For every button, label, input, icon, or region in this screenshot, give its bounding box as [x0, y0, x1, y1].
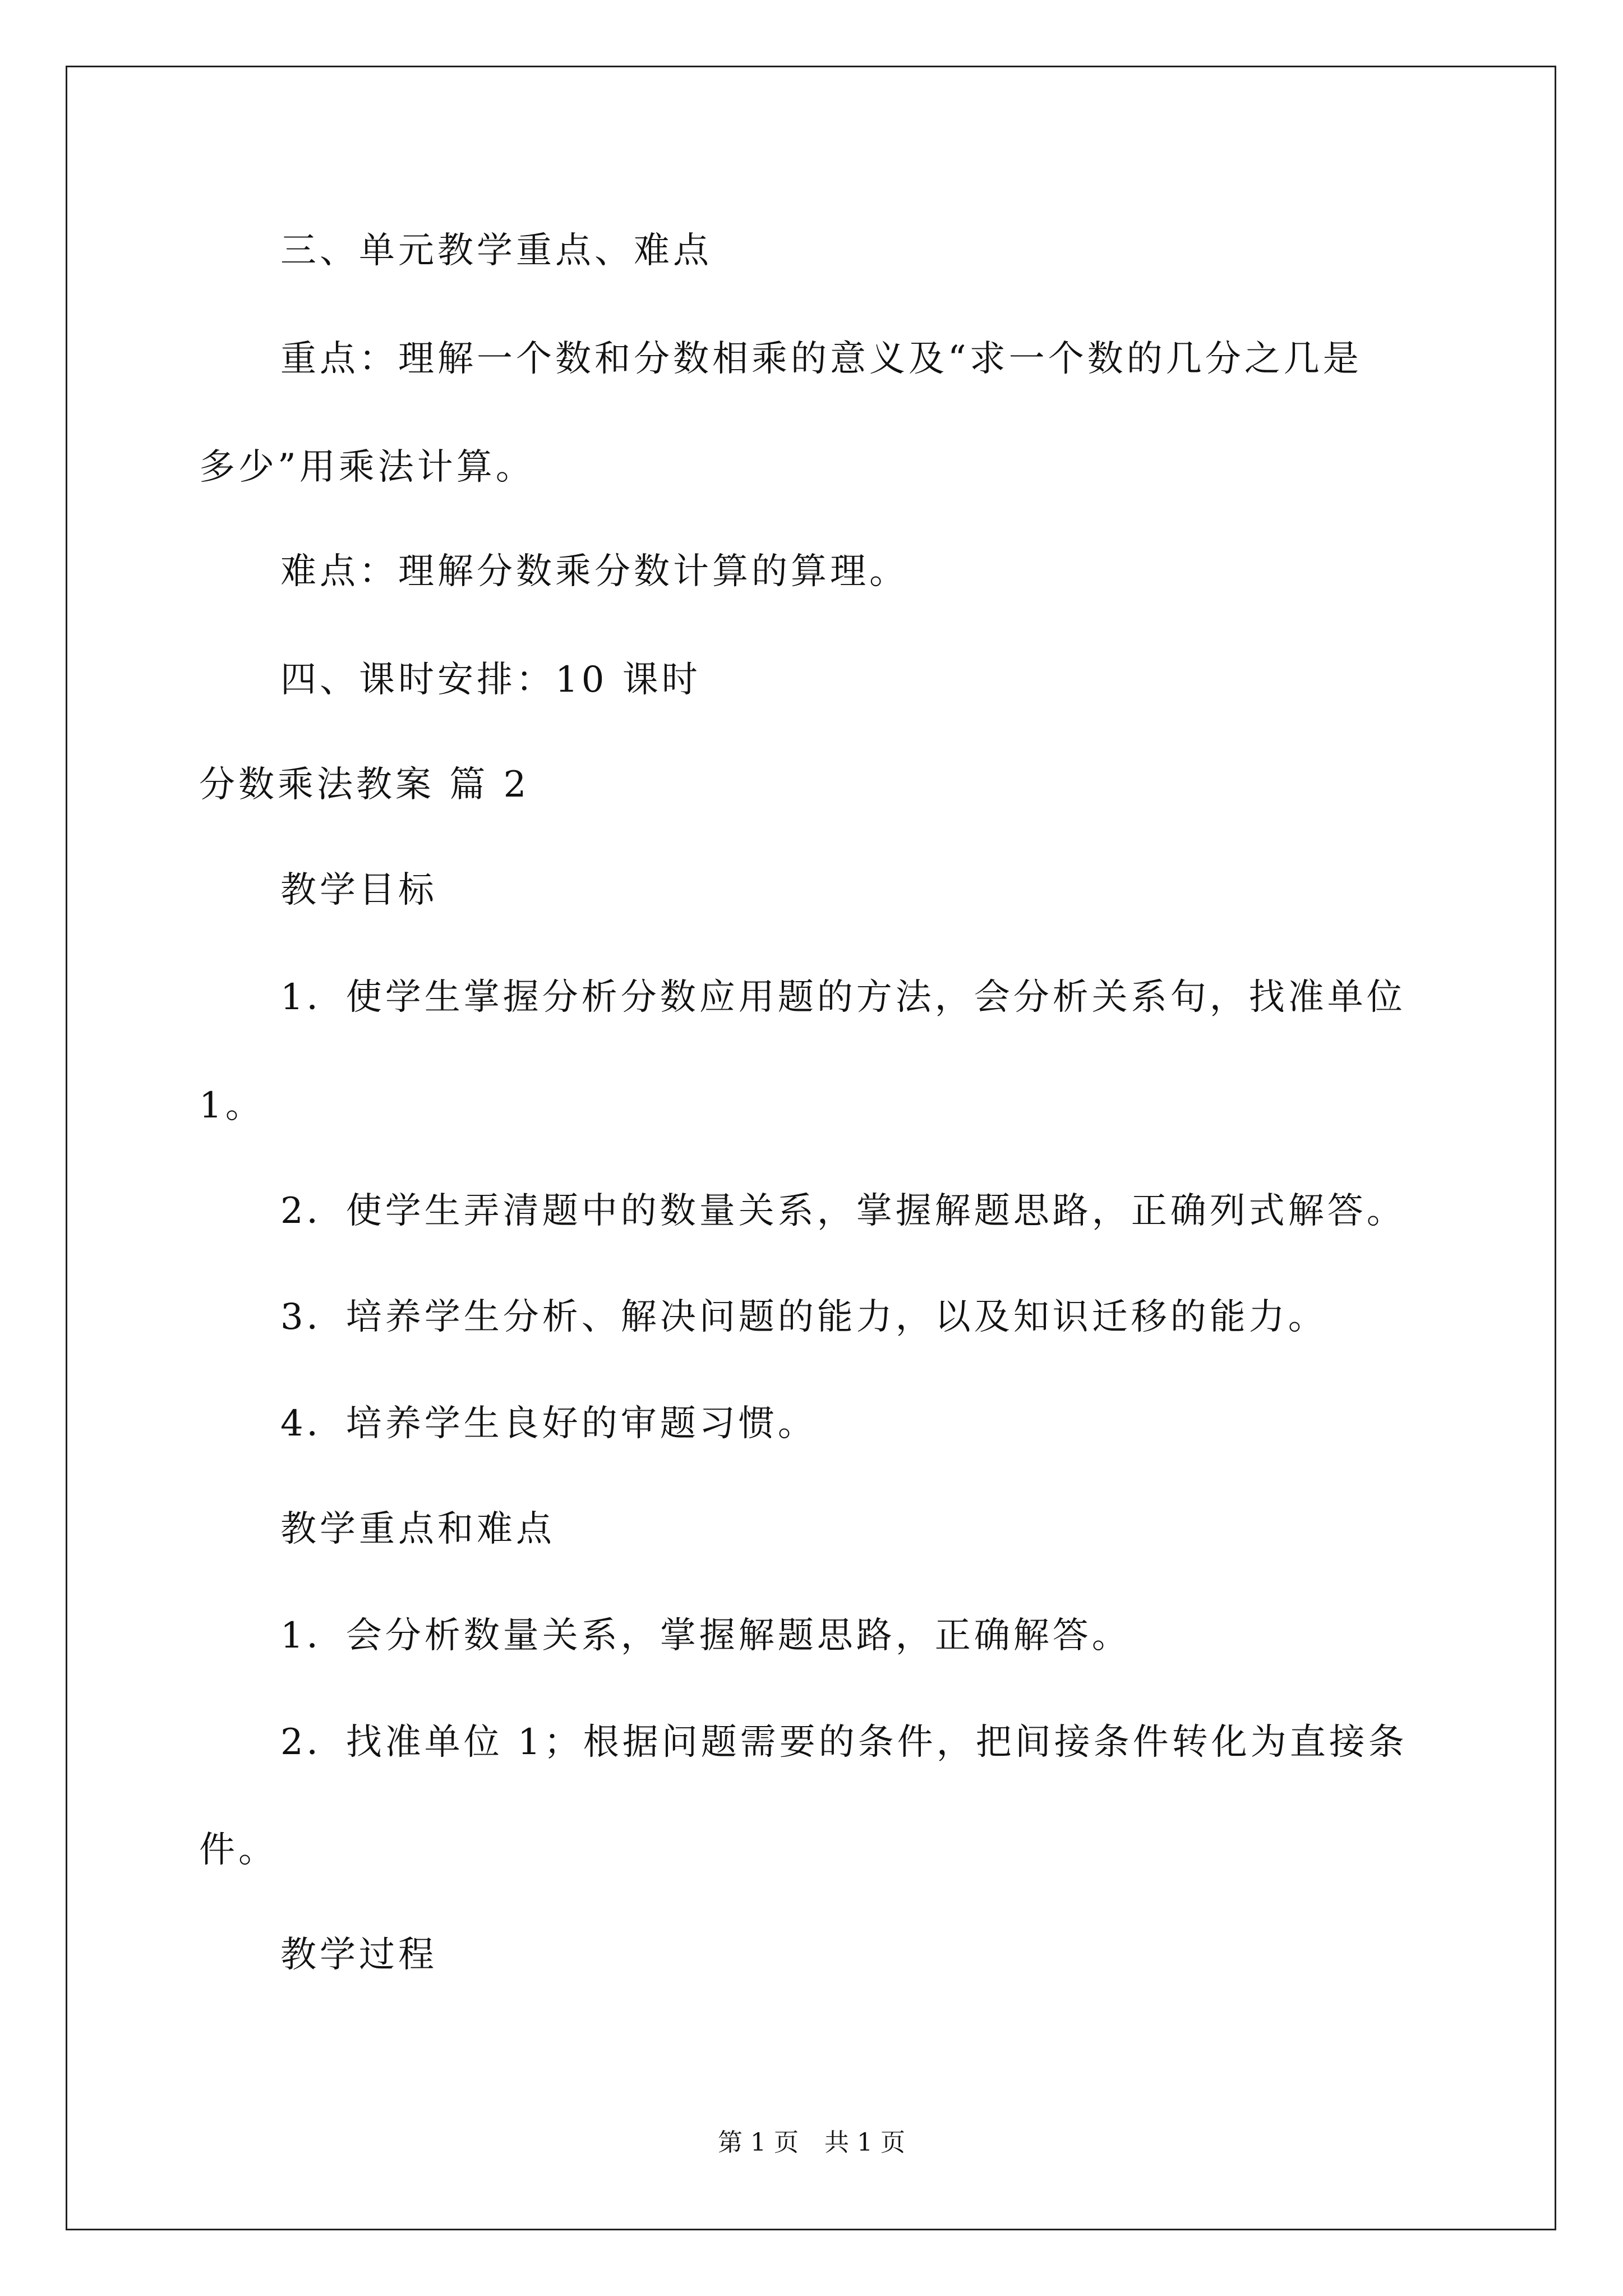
- paragraph-line: 重点：理解一个数和分数相乘的意义及“求一个数的几分之几是: [280, 338, 1362, 380]
- page-number: 第 1 页: [718, 2128, 799, 2157]
- list-item: 2．使学生弄清题中的数量关系，掌握解题思路，正确列式解答。: [280, 1190, 1406, 1232]
- page-total: 共 1 页: [824, 2128, 905, 2157]
- list-item: 3．培养学生分析、解决问题的能力，以及知识迁移的能力。: [280, 1296, 1327, 1338]
- list-item-continuation: 1。: [199, 1085, 265, 1126]
- document-title: 分数乘法教案 篇 2: [199, 764, 530, 806]
- list-item: 4．培养学生良好的审题习惯。: [280, 1403, 817, 1444]
- list-item: 1．会分析数量关系，掌握解题思路，正确解答。: [280, 1615, 1131, 1657]
- section-heading: 四、课时安排：10 课时: [280, 659, 701, 701]
- section-heading: 三、单元教学重点、难点: [280, 230, 712, 272]
- list-item: 1．使学生掌握分析分数应用题的方法，会分析关系句，找准单位: [280, 977, 1406, 1018]
- section-heading: 教学目标: [280, 869, 437, 911]
- section-heading: 教学过程: [280, 1934, 437, 1976]
- page-border: [66, 66, 1556, 2230]
- paragraph-line: 多少”用乘法计算。: [199, 447, 535, 488]
- list-item: 2．找准单位 1；根据问题需要的条件，把间接条件转化为直接条: [280, 1722, 1408, 1763]
- page-footer: [0, 2126, 1623, 2160]
- paragraph-line: 难点：理解分数乘分数计算的算理。: [280, 551, 909, 592]
- section-heading: 教学重点和难点: [280, 1508, 555, 1550]
- list-item-continuation: 件。: [199, 1829, 278, 1871]
